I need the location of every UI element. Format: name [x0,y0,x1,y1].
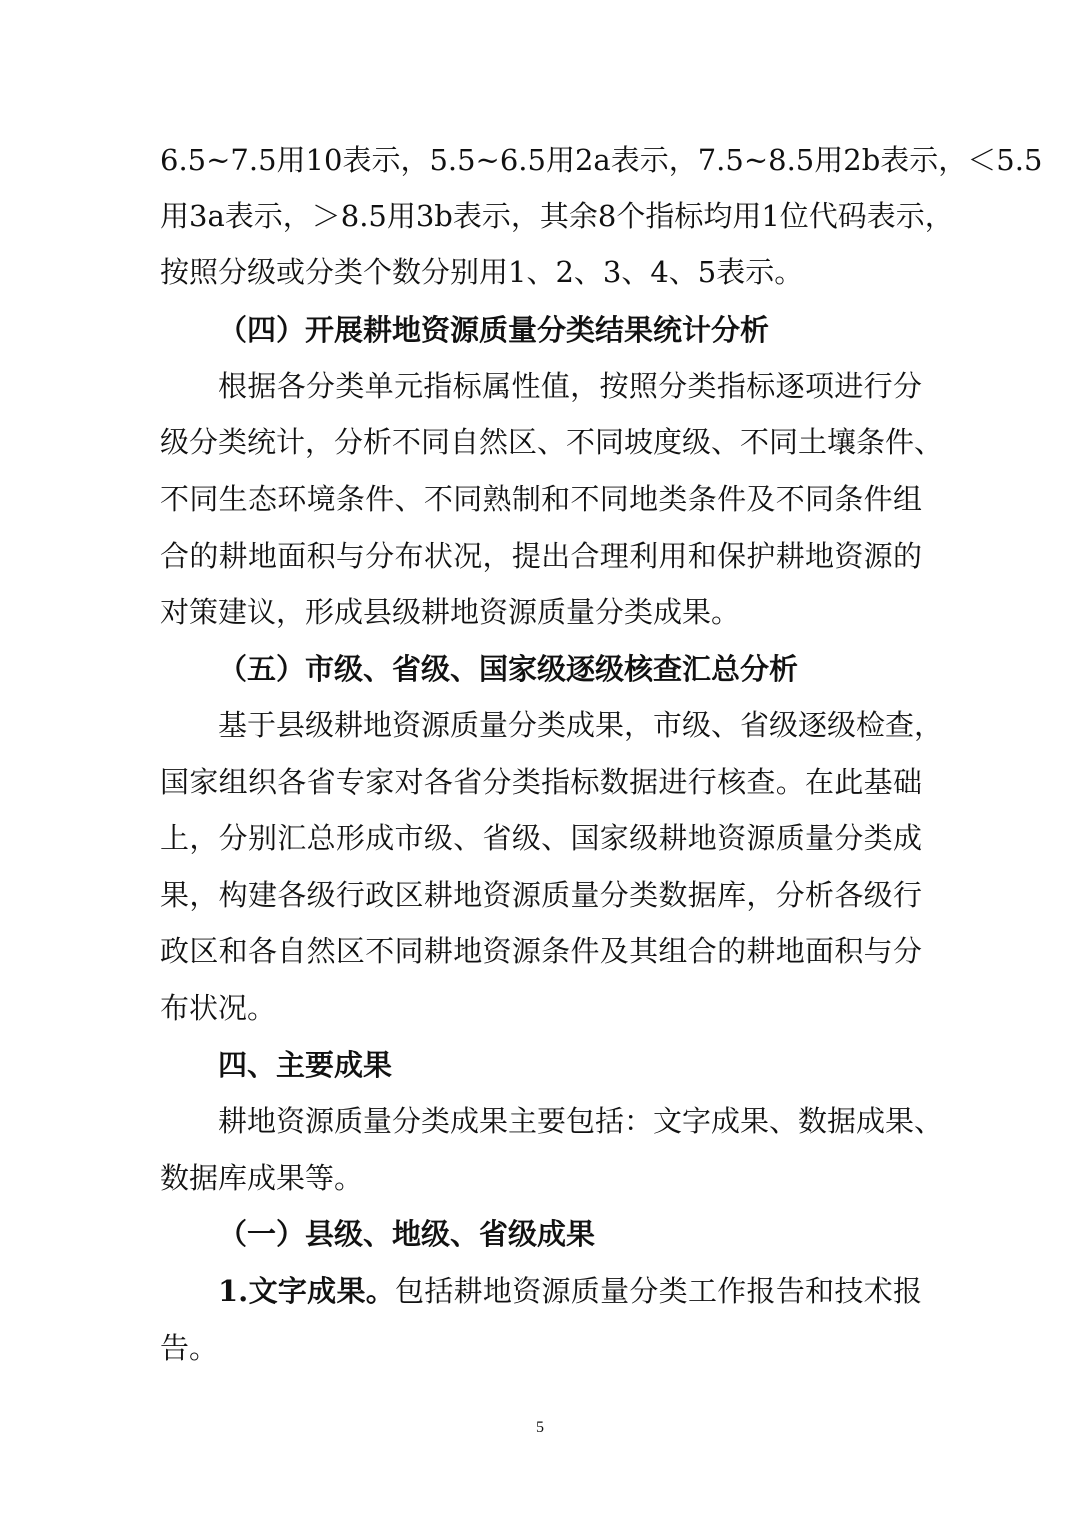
body-text-line: 6.5~7.5用10表示，5.5~6.5用2a表示，7.5~8.5用2b表示，＜5.5 [160,143,1043,177]
body-text-line: 上，分别汇总形成市级、省级、国家级耕地资源质量分类成 [160,821,922,855]
body-text-line: 对策建议，形成县级耕地资源质量分类成果。 [160,595,741,629]
body-text-line: 耕地资源质量分类成果主要包括：文字成果、数据成果、 [218,1104,944,1138]
body-text-line: 合的耕地面积与分布状况，提出合理利用和保护耕地资源的 [160,539,922,573]
body-text-line: 国家组织各省专家对各省分类指标数据进行核查。在此基础 [160,765,922,799]
section-heading-4: （四）开展耕地资源质量分类结果统计分析 [218,313,770,347]
list-item-body: 包括耕地资源质量分类工作报告和技术报 [395,1274,922,1308]
body-text-line: 布状况。 [160,991,277,1025]
body-text-line: 基于县级耕地资源质量分类成果，市级、省级逐级检查， [218,708,944,742]
body-text-line: 告。 [160,1331,219,1365]
body-text-line: 不同生态环境条件、不同熟制和不同地类条件及不同条件组 [160,482,922,516]
section-title-main-results: 四、主要成果 [218,1048,393,1082]
list-item-text-results [218,1271,922,1311]
body-text-line: 级分类统计，分析不同自然区、不同坡度级、不同土壤条件、 [160,425,944,459]
body-text-line: 果，构建各级行政区耕地资源质量分类数据库，分析各级行 [160,878,922,912]
body-text-line: 政区和各自然区不同耕地资源条件及其组合的耕地面积与分 [160,934,922,968]
body-text-line: 数据库成果等。 [160,1161,364,1195]
body-text-line: 用3a表示，＞8.5用3b表示，其余8个指标均用1位代码表示， [160,199,954,233]
page-number: 5 [536,1419,544,1436]
subheading-county-results: （一）县级、地级、省级成果 [218,1217,596,1251]
body-text-line: 根据各分类单元指标属性值，按照分类指标逐项进行分 [218,369,922,403]
section-heading-5: （五）市级、省级、国家级逐级核查汇总分析 [218,652,799,686]
body-text-line: 按照分级或分类个数分别用1、2、3、4、5表示。 [160,255,804,289]
list-item-lead: 1.文字成果。 [218,1274,396,1308]
